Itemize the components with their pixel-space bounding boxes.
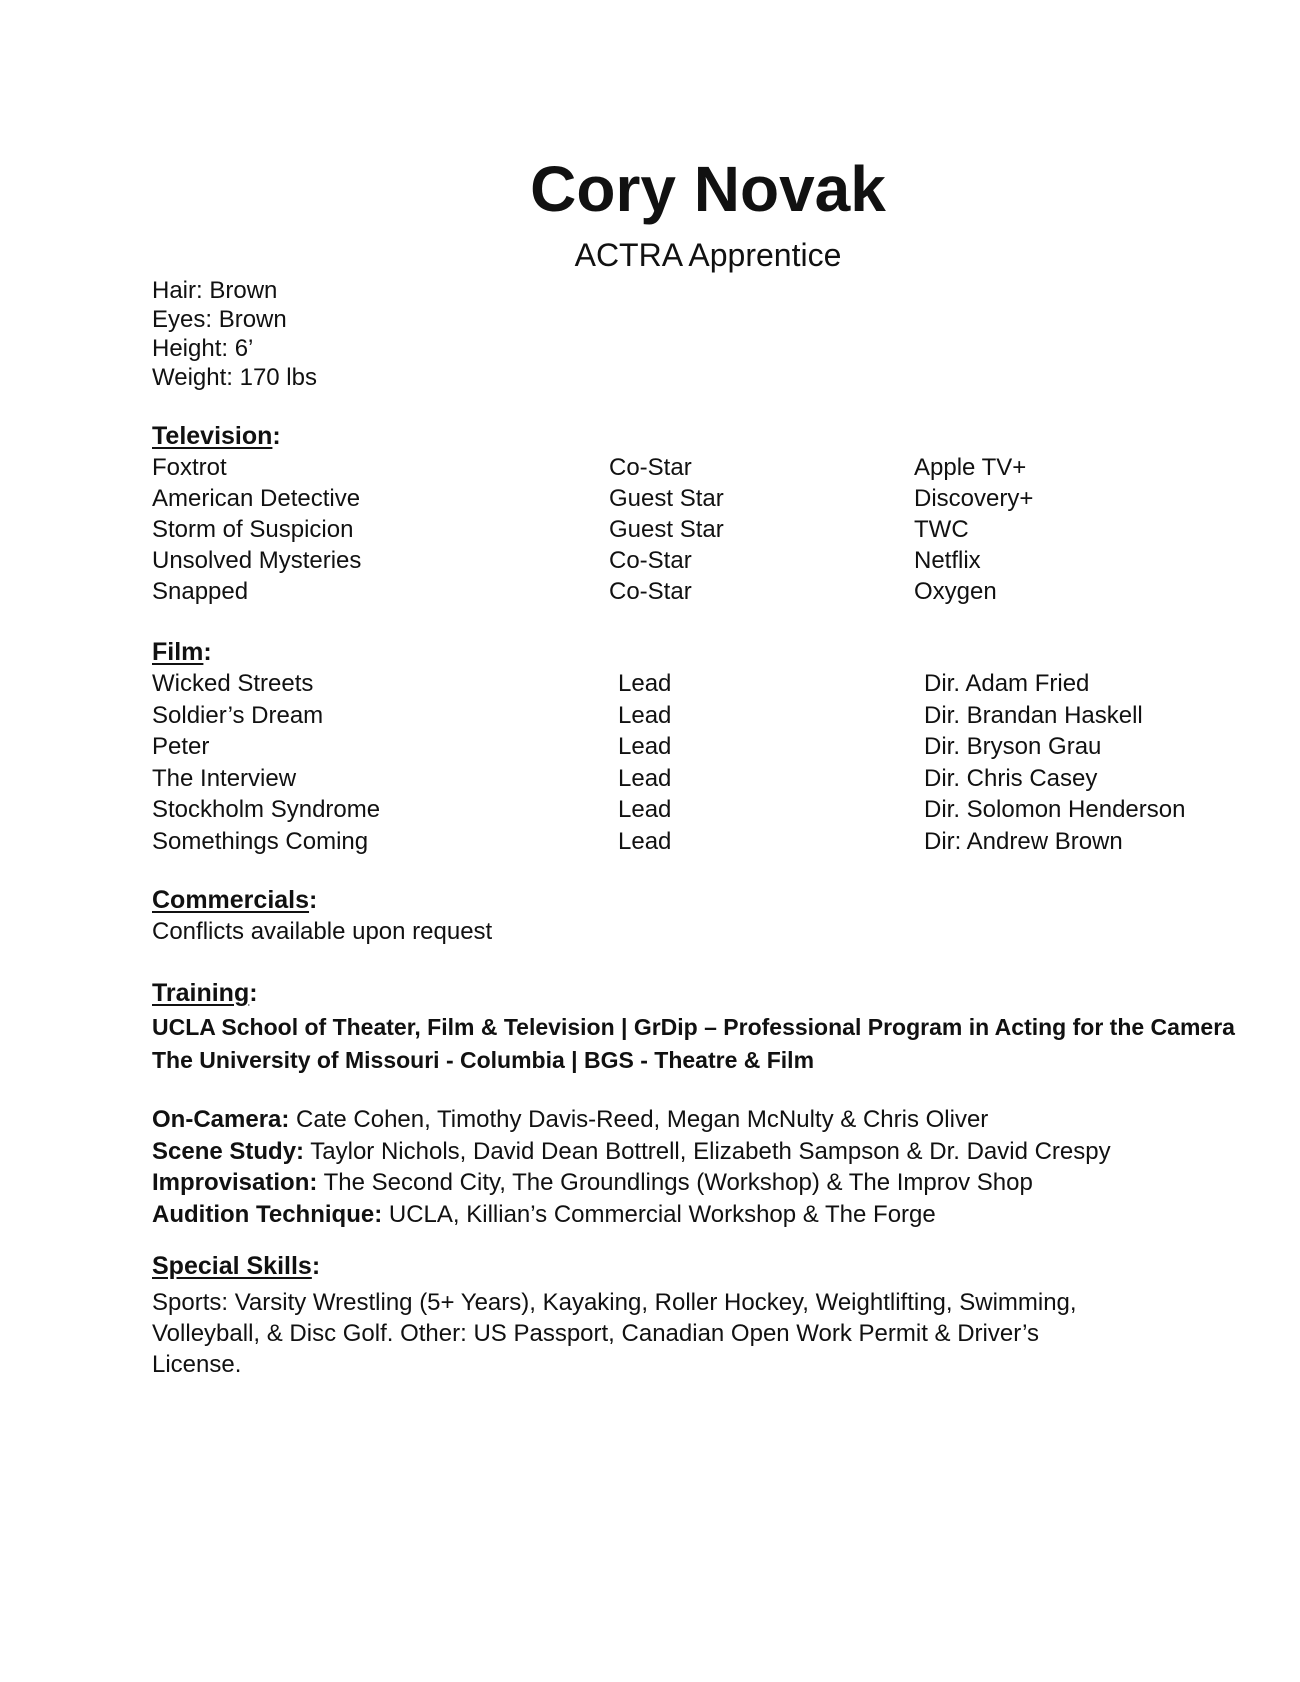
credit-title: Foxtrot [152,454,227,481]
television-heading [152,421,281,451]
credit-director: Dir. Adam Fried [924,670,1090,697]
credit-title: Wicked Streets [152,670,314,697]
credit-director: Dir. Brandan Haskell [924,701,1143,729]
commercials-note: Conflicts available upon request [152,918,493,945]
credit-role: Lead [618,733,672,760]
commercials-heading-label: Commercials [152,886,310,914]
credit-network: Discovery+ [914,485,1034,512]
credit-role: Lead [618,764,672,792]
credit-director: Dir. Solomon Henderson [924,796,1186,823]
training-heading [152,978,258,1008]
teacher-names: Cate Cohen, Timothy Davis-Reed, Megan McNulty & Chris Oliver [289,1106,989,1133]
film-heading-label: Film [152,638,204,666]
credit-role: Co-Star [609,578,692,605]
credit-network: Netflix [914,547,981,574]
commercials-heading-colon: : [309,886,318,914]
teacher-names: The Second City, The Groundlings (Workshop) & The Improv Shop [317,1169,1033,1196]
teacher-names: Taylor Nichols, David Dean Bottrell, Elizabeth Sampson & Dr. David Crespy [304,1137,1111,1165]
stat-weight: Weight: 170 lbs [152,364,317,391]
credit-title: Stockholm Syndrome [152,796,381,823]
teacher-line [152,1104,1111,1136]
teacher-line [152,1136,1111,1168]
credit-role: Lead [618,701,672,729]
credit-role: Lead [618,827,672,855]
credit-role: Guest Star [609,485,724,512]
credit-title: American Detective [152,485,361,512]
teacher-category: On-Camera: [152,1106,290,1133]
training-teachers [152,1104,1111,1230]
teacher-category: Improvisation: [152,1169,318,1196]
credit-role: Lead [618,796,672,823]
credit-title: Unsolved Mysteries [152,547,362,574]
television-heading-colon: : [272,422,281,450]
credit-title: Somethings Coming [152,827,369,855]
stat-eyes: Eyes: Brown [152,306,287,333]
training-heading-label: Training [152,979,250,1007]
school-entry: The University of Missouri - Columbia | BGS - Theatre & Film [152,1047,815,1073]
special-skills-heading-label: Special Skills [152,1252,312,1280]
teacher-line [152,1167,1111,1199]
credit-role: Co-Star [609,547,692,574]
television-heading-label: Television [152,422,273,450]
training-schools [152,1011,1235,1077]
credit-title: Storm of Suspicion [152,516,354,543]
teacher-line [152,1199,1111,1231]
actor-name: Cory Novak [530,153,886,225]
credit-network: Apple TV+ [914,454,1027,481]
commercials-heading [152,885,317,915]
credit-role: Co-Star [609,454,692,481]
credit-title: Soldier’s Dream [152,701,324,729]
film-heading [152,637,212,667]
special-skills-text: Sports: Varsity Wrestling (5+ Years), Kayaking, Roller Hockey, Weightlifting, Swimming, Volleyball, & Disc Golf. Other: US Passport, Canadian Open Work Permit & Driver’s License. [152,1289,1077,1378]
school-entry: UCLA School of Theater, Film & Television | GrDip – Professional Program in Acting for the Camera [152,1014,1235,1040]
special-skills-heading [152,1251,320,1281]
credit-director: Dir. Bryson Grau [924,733,1102,760]
teacher-names: UCLA, Killian’s Commercial Workshop & The Forge [382,1200,936,1228]
credit-role: Guest Star [609,516,724,543]
stat-hair: Hair: Brown [152,277,278,304]
credit-title: The Interview [152,764,297,792]
credit-network: TWC [914,516,969,543]
physical-stats [152,276,317,392]
stat-height: Height: 6’ [152,335,254,362]
credit-role: Lead [618,670,672,697]
credit-title: Snapped [152,578,249,605]
teacher-category: Audition Technique: [152,1200,383,1228]
credit-director: Dir: Andrew Brown [924,827,1123,855]
credit-title: Peter [152,733,210,760]
film-heading-colon: : [203,638,212,666]
credit-network: Oxygen [914,578,997,605]
training-heading-colon: : [249,979,258,1007]
teacher-category: Scene Study: [152,1137,305,1165]
special-skills-heading-colon: : [311,1252,321,1280]
union-status: ACTRA Apprentice [574,237,842,273]
credit-director: Dir. Chris Casey [924,764,1098,792]
